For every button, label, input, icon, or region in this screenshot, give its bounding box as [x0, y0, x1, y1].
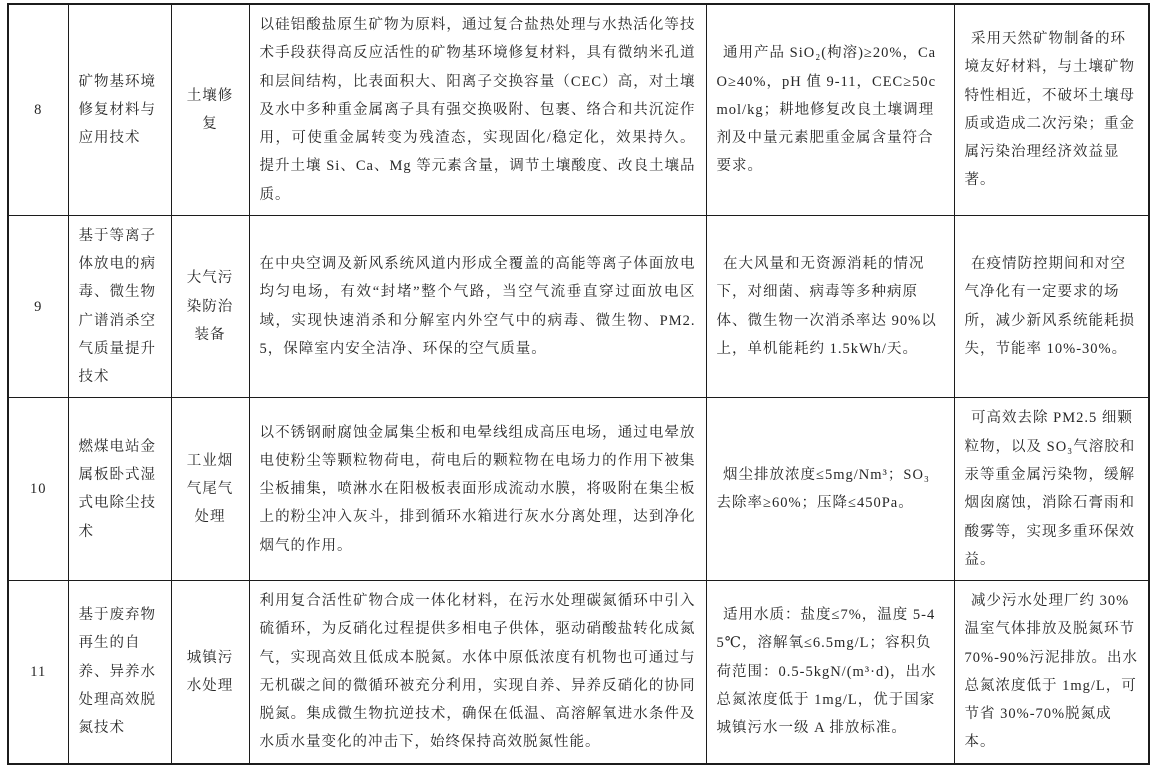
technology-name: 矿物基环境修复材料与应用技术: [68, 4, 171, 215]
technical-indicators: 烟尘排放浓度≤5mg/Nm³；SO₃去除率≥60%；压降≤450Pa。: [706, 398, 954, 581]
technology-name: 燃煤电站金属板卧式湿式电除尘技术: [68, 398, 171, 581]
application-benefits: 减少污水处理厂约 30%温室气体排放及脱氮环节 70%-90%污泥排放。出水总氮浓度低于 1mg/L，可节省 30%-70%脱氮成本。: [954, 581, 1149, 764]
table-row: [8, 4, 1149, 215]
technology-category: 城镇污水处理: [171, 581, 249, 764]
table-row: [8, 215, 1149, 398]
technology-table: [7, 3, 1150, 765]
technology-category: 工业烟气尾气处理: [171, 398, 249, 581]
technology-name: 基于废弃物再生的自养、异养水处理高效脱氮技术: [68, 581, 171, 764]
technology-description: 利用复合活性矿物合成一体化材料，在污水处理碳氮循环中引入硫循环，为反硝化过程提供多相电子供体，驱动硝酸盐转化成氮气，实现高效且低成本脱氮。水体中原低浓度有机物也可通过与无机碳之间的微循环被充分利用，实现自养、异养反硝化的协同脱氮。集成微生物抗逆技术，确保在低温、高溶解氧进水条件及水质水量变化的冲击下，始终保持高效脱氮性能。: [249, 581, 706, 764]
table-row: [8, 398, 1149, 581]
technical-indicators: 在大风量和无资源消耗的情况下，对细菌、病毒等多种病原体、微生物一次消杀率达 90%以上，单机能耗约 1.5kWh/天。: [706, 215, 954, 398]
technology-name: 基于等离子体放电的病毒、微生物广谱消杀空气质量提升技术: [68, 215, 171, 398]
row-number: 10: [8, 398, 68, 581]
technology-category: 土壤修复: [171, 4, 249, 215]
table-row: [8, 581, 1149, 764]
row-number: 11: [8, 581, 68, 764]
application-benefits: 可高效去除 PM2.5 细颗粒物，以及 SO₃气溶胶和汞等重金属污染物，缓解烟囱腐蚀，消除石膏雨和酸雾等，实现多重环保效益。: [954, 398, 1149, 581]
technical-indicators: 通用产品 SiO₂(枸溶)≥20%，CaO≥40%，pH 值 9-11，CEC≥50cmol/kg；耕地修复改良土壤调理剂及中量元素肥重金属含量符合要求。: [706, 4, 954, 215]
technology-description: 在中央空调及新风系统风道内形成全覆盖的高能等离子体面放电均匀电场，有效“封堵”整个气路，当空气流垂直穿过面放电区域，实现快速消杀和分解室内外空气中的病毒、微生物、PM2.5，保障室内安全洁净、环保的空气质量。: [249, 215, 706, 398]
technical-indicators: 适用水质：盐度≤7%，温度 5-45℃，溶解氧≤6.5mg/L；容积负荷范围：0.5-5kgN/(m³·d)，出水总氮浓度低于 1mg/L，优于国家城镇污水一级 A 排放标准。: [706, 581, 954, 764]
application-benefits: 在疫情防控期间和对空气净化有一定要求的场所，减少新风系统能耗损失，节能率 10%-30%。: [954, 215, 1149, 398]
application-benefits: 采用天然矿物制备的环境友好材料，与土壤矿物特性相近，不破坏土壤母质或造成二次污染；重金属污染治理经济效益显著。: [954, 4, 1149, 215]
technology-description: 以硅铝酸盐原生矿物为原料，通过复合盐热处理与水热活化等技术手段获得高反应活性的矿物基环境修复材料，具有微纳米孔道和层间结构，比表面积大、阳离子交换容量（CEC）高，对土壤及水中多种重金属离子具有强交换吸附、包裹、络合和共沉淀作用，可使重金属转变为残渣态，实现固化/稳定化，效果持久。提升土壤 Si、Ca、Mg 等元素含量，调节土壤酸度、改良土壤品质。: [249, 4, 706, 215]
row-number: 9: [8, 215, 68, 398]
row-number: 8: [8, 4, 68, 215]
technology-category: 大气污染防治装备: [171, 215, 249, 398]
technology-description: 以不锈钢耐腐蚀金属集尘板和电晕线组成高压电场，通过电晕放电使粉尘等颗粒物荷电，荷电后的颗粒物在电场力的作用下被集尘板捕集，喷淋水在阳极板表面形成流动水膜，将吸附在集尘板上的粉尘冲入灰斗，排到循环水箱进行灰水分离处理，达到净化烟气的作用。: [249, 398, 706, 581]
